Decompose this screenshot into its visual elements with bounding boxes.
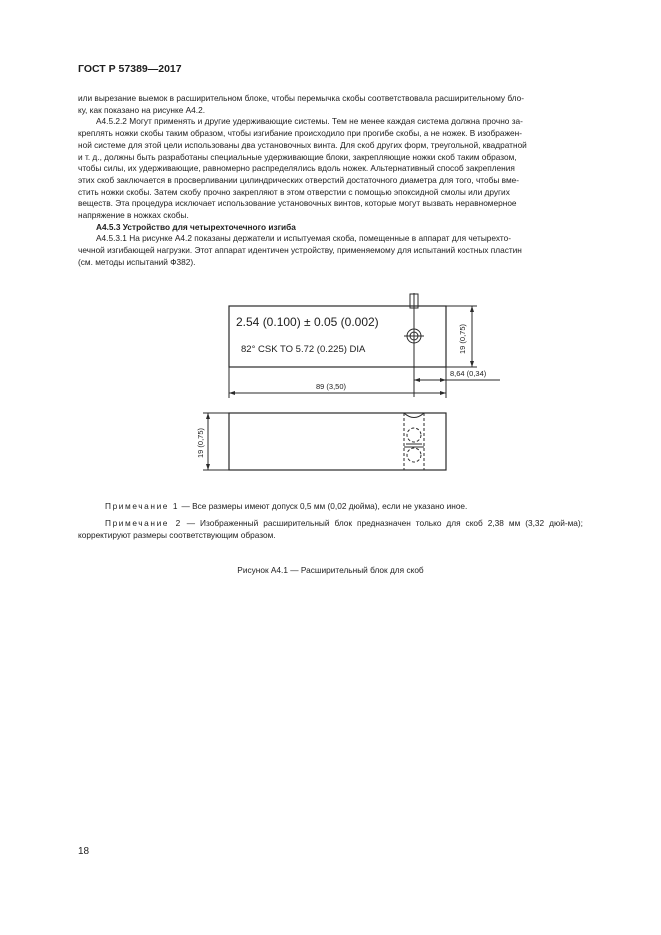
text-line: А4.5.3.1 На рисунке А4.2 показаны держатели и испытуемая скоба, помещенные в аппарат для четырехто-	[96, 233, 511, 244]
paragraph-a4-5-2-2	[78, 116, 583, 221]
text-line: креплять ножки скобы таким образом, чтобы изгибание происходило при прогибе скобы, а не ножек. В изображен-	[78, 128, 523, 139]
text-line: этих скоб заключается в просверливании цилиндрических отверстий достаточного диаметра для того, чтобы вме-	[78, 174, 520, 185]
paragraph-cut-recesses	[78, 93, 583, 116]
note-label: Примечание 1	[105, 501, 180, 511]
note-text: — Все размеры имеют допуск 0,5 мм (0,02 дюйма), если не указано иное.	[179, 501, 468, 511]
side-hole-upper	[407, 428, 421, 442]
dim-length-label: 89 (3,50)	[316, 382, 347, 391]
side-hole-lower	[407, 448, 421, 462]
paragraph-a4-5-3-1	[78, 233, 583, 268]
note-text: — Изображенный расширительный блок предназначен только для скоб 2,38 мм (3,32 дюй-ма); корректируют размеры соответствующим образом.	[78, 518, 583, 540]
body-text	[78, 93, 583, 269]
dim-height-top-label: 19 (0,75)	[458, 323, 467, 354]
dim-height-bottom-label: 19 (0,75)	[196, 427, 205, 458]
page-number: 18	[78, 846, 90, 857]
text-line: чтобы силы, их удерживающие, равномерно распределялись вдоль ножек. Альтернативный способ закрепления	[78, 163, 515, 174]
tolerance-label: 2.54 (0.100) ± 0.05 (0.002)	[236, 315, 379, 329]
note-2	[78, 518, 583, 541]
document-header: ГОСТ Р 57389—2017	[78, 63, 182, 75]
section-heading-a4-5-3: А4.5.3 Устройство для четырехточечного изгиба	[96, 221, 296, 232]
note-label: Примечание 2	[105, 518, 182, 528]
hole-circle-inner	[410, 332, 418, 340]
block-top-view	[229, 306, 446, 367]
text-line: и т. д., должны быть разработаны специальные удерживающие блоки, закрепляющие ножки скоб таким образом,	[78, 151, 517, 162]
text-line: А4.5.2.2 Могут применять и другие удерживающие системы. Тем не менее каждая система должна прочно за-	[96, 116, 523, 127]
text-line: ной системе для этой цели использованы два установочных винта. Для скоб других форм, треугольной, квадратной	[78, 139, 527, 150]
text-line: ку, как показано на рисунке А4.2.	[78, 104, 206, 115]
csk-label: 82° CSK TO 5.72 (0.225) DIA	[241, 344, 366, 355]
dim-offset-label: 8,64 (0,34)	[450, 369, 487, 378]
note-1	[78, 501, 583, 513]
side-view-hole-top	[404, 413, 424, 418]
figure-caption: Рисунок А4.1 — Расширительный блок для скоб	[237, 565, 424, 575]
text-line: стить ножки скобы. Затем скобу прочно закрепляют в этом отверстии с помощью эпоксидной смолы или других	[78, 186, 510, 197]
hole-marker	[410, 294, 418, 308]
text-line: (см. методы испытаний Ф382).	[78, 256, 196, 267]
text-line: чечной изгибающей нагрузки. Этот аппарат идентичен устройству, применяемому для испытаний костных пластин	[78, 245, 522, 256]
text-line: веществ. Эта процедура исключает использование установочных винтов, которые могут вызвать неравномерное	[78, 198, 517, 209]
block-side-view	[229, 413, 446, 470]
text-line: напряжение в ножках скобы.	[78, 210, 189, 221]
hole-circle-outer	[407, 329, 421, 343]
text-line: или вырезание выемок в расширительном блоке, чтобы перемычка скобы соответствовала расширительному бло-	[78, 93, 525, 103]
